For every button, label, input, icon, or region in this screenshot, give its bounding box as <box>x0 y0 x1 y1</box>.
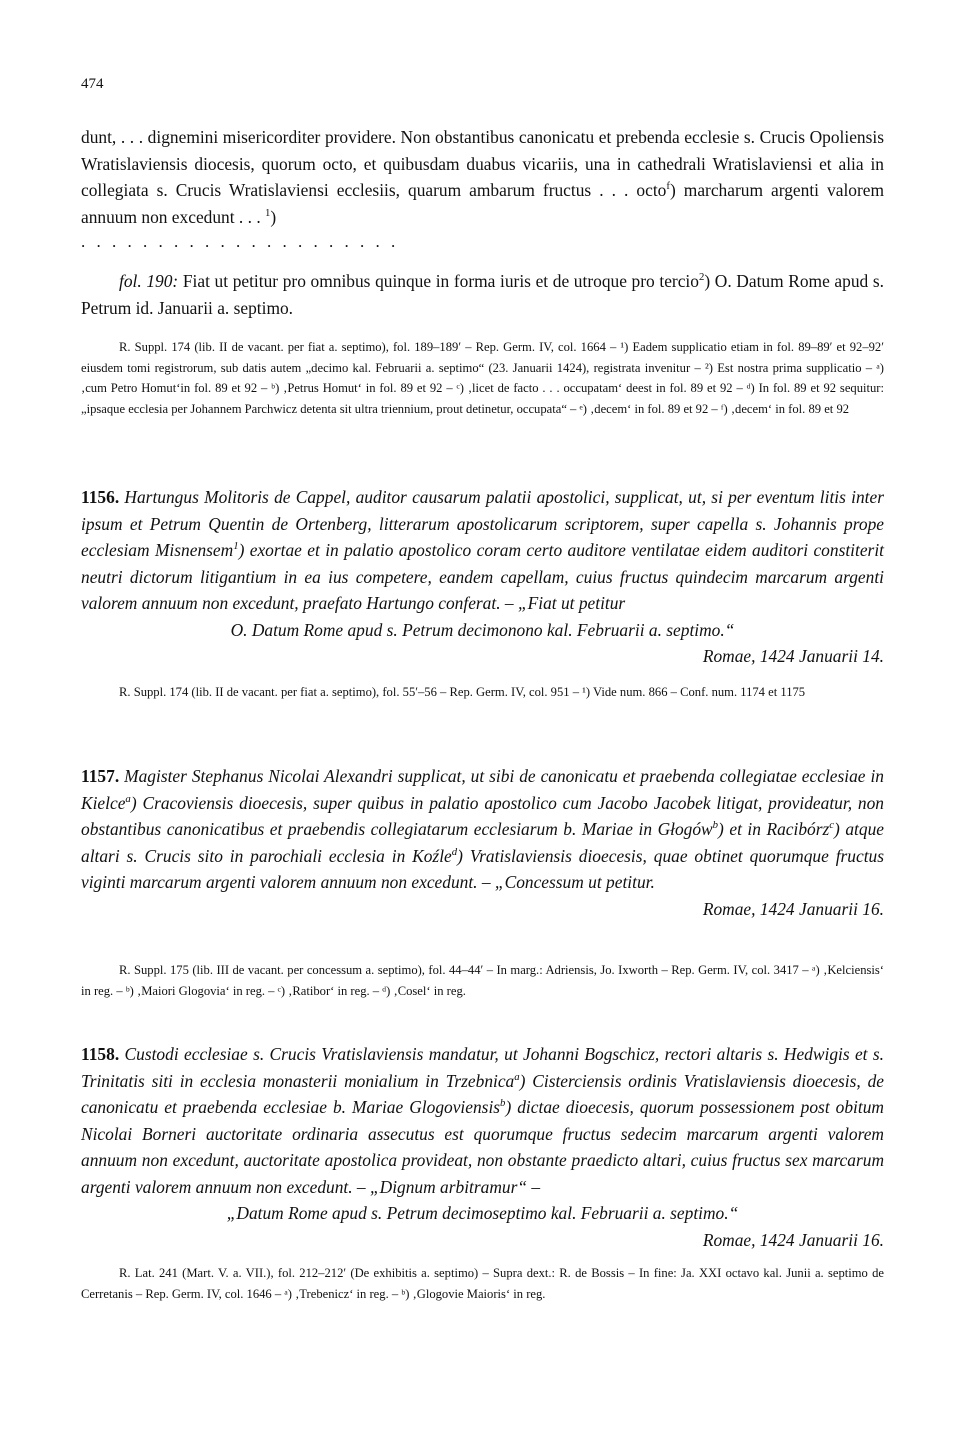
entry-1158 <box>81 1041 884 1253</box>
note-text: R. Lat. 241 (Mart. V. a. VII.), fol. 212–212′ (De exhibitis a. septimo) – Supra dext.: R. de Bossis – In fine: Ja. XXI octavo kal. Junii a. septimo de Cerretanis – Rep. Germ. IV, col. 1646 – ᵃ) ‚Trebenicz‘ in reg. – ᵇ) ‚Glogovie Maioris‘ in reg. <box>81 1266 884 1301</box>
entry-text: Magister Stephanus Nicolai Alexandri supplicat, ut sibi de canonicatu et praebenda collegiatae ecclesiae in Kielce <box>81 766 884 813</box>
entry-number: 1157. <box>81 766 120 786</box>
entry-1157 <box>81 763 884 922</box>
entry-date: Romae, 1424 Januarii 16. <box>702 898 884 919</box>
note-text: R. Suppl. 175 (lib. III de vacant. per concessum a. septimo), fol. 44–44′ – In marg.: Adriensis, Jo. Ixworth – Rep. Germ. IV, col. 3417 – ᵃ) ‚Kelciensis‘ in reg. – ᵇ) ‚Maiori Glogovia‘ in reg. – ᶜ) ‚Ratibor‘ in reg. – ᵈ) ‚Cosel‘ in reg. <box>81 963 884 998</box>
entry-closing: O. Datum Rome apud s. Petrum decimonono kal. Februarii a. septimo.“ <box>230 619 735 640</box>
entry-number: 1156. <box>81 487 120 507</box>
fiat-text-a: Fiat ut petitur pro omnibus quinque in forma iuris et de utroque pro tercio <box>178 271 699 291</box>
cont-text-a: dunt, . . . dignemini misericorditer providere. Non obstantibus canonicatu et prebenda ecclesie s. Crucis Opoliensis Wratislaviensis diocesis, quorum octo, et quibusdam duabus vicariis, una in cathedrali Wratislaviensi et alia in collegiata s. Crucis Wratislaviensi ecclesiis, quarum ambarum fructus . . . octo <box>81 127 884 200</box>
footnote-mark: 1 <box>265 206 271 219</box>
ellipsis-line: . . . . . . . . . . . . . . . . . . . . . <box>81 232 399 251</box>
footnote-mark: d <box>451 845 458 858</box>
entry-closing: „Datum Rome apud s. Petrum decimoseptimo kal. Februarii a. septimo.“ <box>226 1203 739 1223</box>
entry-1156-note <box>81 682 884 703</box>
entry-1157-note <box>81 960 884 1001</box>
footnote-mark: f <box>666 180 670 193</box>
note-text: R. Suppl. 174 (lib. II de vacant. per fiat a. septimo), fol. 189–189′ – Rep. Germ. IV, col. 1664 – ¹) Eadem supplicatio etiam in fol. 89–89′ et 92–92′ eiusdem tomi registrorum, sub datis autem „decimo kal. Februarii a. septimo“ (23. Januarii 1424), registrata invenitur – ²) Est nostra prima supplicatio – ᵃ) ‚cum Petro Homut‘in fol. 89 et 92 – ᵇ) ‚Petrus Homut‘ in fol. 89 et 92 – ᶜ) ‚licet de facto . . . occupatam‘ deest in fol. 89 et 92 – ᵈ) In fol. 89 et 92 sequitur: „ipsaque ecclesia per Johannem Parchwicz detenta sit ultra triennium, prout detinetur, occupata“ – ᵉ) ‚decem‘ in fol. 89 et 92 – ᶠ) ‚decem‘ in fol. 89 et 92 <box>81 340 884 416</box>
entry-text: ) et in Racibórz <box>718 819 830 839</box>
entry-text: ) Cracoviensis dioecesis, super quibus in palatio apostolico cum Jacobo Jacobek litigat, provideatur, non obstantibus canonicatibus et praebendis collegiatarum ecclesiarum b. Mariae in Głogów <box>81 792 884 839</box>
folio-label: fol. 190: <box>119 271 179 291</box>
entry-date: Romae, 1424 Januarii 14. <box>702 646 884 666</box>
entry-text: ) exortae et in palatio apostolico coram certo auditore ventilatae eidem auditori constiterit neutri dictorum litigantium in ea ius competere, eandem capellam, cuius fructus quindecim marcarum argenti valorem annuum non excedunt, praefato Hartungo conferat. – „Fiat ut petitur <box>81 540 884 613</box>
footnote-mark: a <box>125 792 131 805</box>
entry-text: Custodi ecclesiae s. Crucis Vratislaviensis mandatur, ut Johanni Bogschicz, rectori altaris s. Hedwigis et s. Trinitatis siti in ecclesia monasterii monialium in Trzebnica <box>81 1044 884 1091</box>
page-number: 474 <box>81 76 104 92</box>
entry-text: ) Cisterciensis ordinis Vratislaviensis dioecesis, de canonicatu et praebenda ecclesiae b. Mariae Glogoviensis <box>81 1070 884 1117</box>
footnote-mark: 1 <box>233 540 239 553</box>
apparatus-note <box>81 337 884 419</box>
entry-number: 1158. <box>81 1044 120 1064</box>
entry-text: Hartungus Molitoris de Cappel, auditor causarum palatii apostolici, supplicat, ut, si per eventum litis inter ipsum et Petrum Quentin de Ortenberg, litterarum apostolicarum scriptorem, super capella s. Johannis prope ecclesiam Misnensem <box>81 487 884 560</box>
footnote-mark: c <box>829 819 835 832</box>
entry-date: Romae, 1424 Januarii 16. <box>702 1229 884 1250</box>
continuation-text <box>81 124 884 230</box>
entry-1156 <box>81 484 884 670</box>
fiat-paragraph <box>81 268 884 321</box>
cont-text-b: ) marcharum argenti valorem annuum non excedunt . . . <box>81 180 885 227</box>
fiat-text-b: ) O. Datum Rome apud s. Petrum id. Januarii a. septimo. <box>81 271 884 318</box>
entry-text: ) atque altari s. Crucis sito in parochiali ecclesia in Koźle <box>81 819 884 866</box>
entry-text: ) Vratislaviensis dioecesis, quae obtinet quorumque fructus viginti marcarum argenti valorem annuum non excedunt. – „Concessum ut petitur. <box>81 845 885 892</box>
cont-text-c: ) <box>270 206 277 227</box>
entry-1158-note <box>81 1263 884 1304</box>
footnote-mark: a <box>514 1070 520 1083</box>
footnote-mark: 2 <box>698 271 705 284</box>
entry-text: ) dictae dioecesis, quorum possessionem post obitum Nicolai Borneri auctoritate ordinaria assecutus est quorumque fructus sedecim marcarum argenti valorem annuum non excedunt, auctoritate apostolica provideat, non obstante praedicto altari, cuius fructus sex marcarum argenti valorem annuum non excedunt. – „Dignum arbitramur“ – <box>81 1097 884 1197</box>
footnote-mark: b <box>712 819 719 832</box>
footnote-mark: b <box>500 1097 506 1110</box>
note-text: R. Suppl. 174 (lib. II de vacant. per fiat a. septimo), fol. 55′–56 – Rep. Germ. IV, col. 951 – ¹) Vide num. 866 – Conf. num. 1174 et 1175 <box>119 685 806 699</box>
